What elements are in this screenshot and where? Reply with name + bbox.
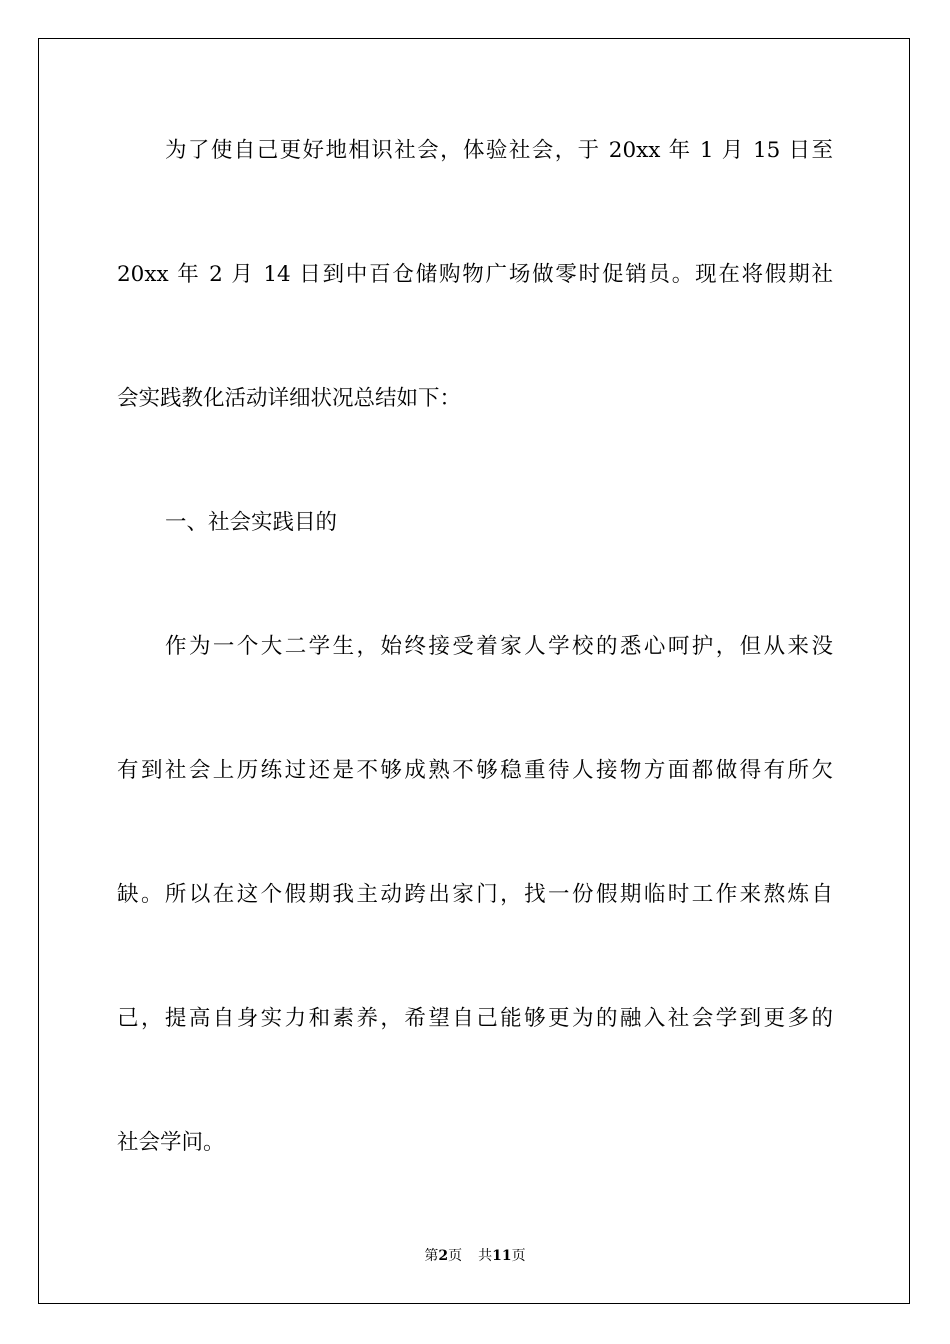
page-suffix: 页: [448, 1248, 463, 1264]
page-border: [38, 38, 910, 1304]
paragraph-line: 20xx 年 2 月 14 日到中百仓储购物广场做零时促销员。现在将假期社: [117, 262, 833, 287]
paragraph-line: 缺。所以在这个假期我主动跨出家门，找一份假期临时工作来熬炼自: [117, 882, 833, 907]
paragraph-line: 社会学问。: [117, 1130, 225, 1155]
paragraph-line: 会实践教化活动详细状况总结如下：: [117, 386, 462, 411]
paragraph-line: 为了使自己更好地相识社会，体验社会，于 20xx 年 1 月 15 日至: [165, 138, 833, 163]
paragraph-line: 己，提高自身实力和素养，希望自己能够更为的融入社会学到更多的: [117, 1006, 833, 1031]
paragraph-line: 作为一个大二学生，始终接受着家人学校的悉心呵护，但从来没: [165, 634, 833, 659]
paragraph-line: 有到社会上历练过还是不够成熟不够稳重待人接物方面都做得有所欠: [117, 758, 833, 783]
total-suffix: 页: [511, 1248, 526, 1264]
total-prefix: 共: [478, 1248, 493, 1264]
page-prefix: 第: [424, 1248, 439, 1264]
page-footer: [0, 1246, 950, 1266]
section-heading: 一、社会实践目的: [165, 510, 338, 535]
total-pages: 11: [492, 1248, 512, 1264]
page-number: 2: [438, 1248, 449, 1264]
